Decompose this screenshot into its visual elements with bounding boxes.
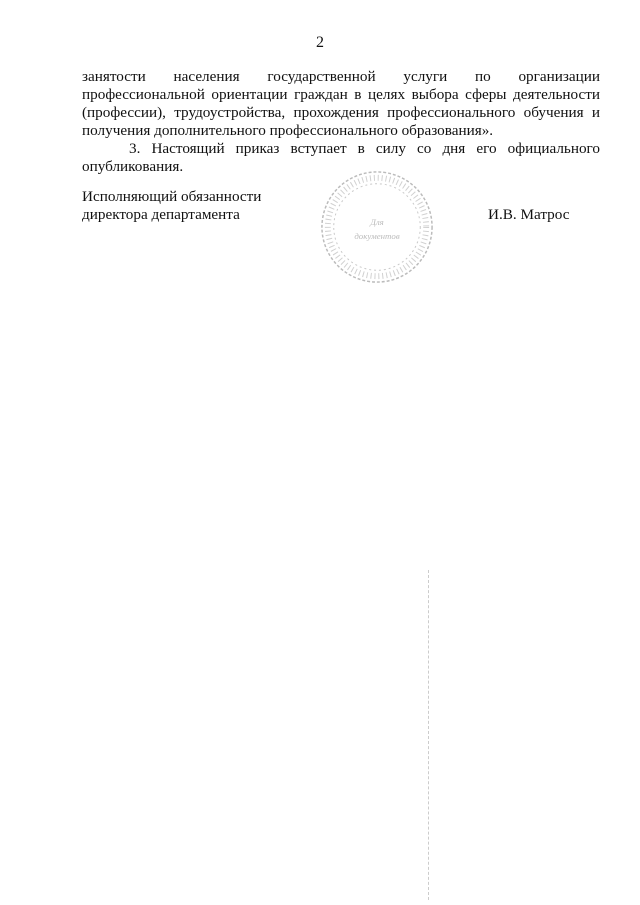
page-number: 2 bbox=[316, 34, 324, 51]
document-body bbox=[82, 68, 600, 176]
signatory-position bbox=[82, 188, 261, 224]
paragraph-line: профессиональной ориентации граждан в целях выбора сферы деятельности bbox=[82, 86, 600, 103]
svg-text:документов: документов bbox=[354, 230, 400, 241]
svg-text:Для: Для bbox=[370, 217, 384, 228]
paragraph-line: (профессии), трудоустройства, прохождения профессионального обучения и bbox=[82, 104, 600, 121]
signatory-name: И.В. Матрос bbox=[488, 206, 570, 223]
paragraph-line: получения дополнительного профессионального образования». bbox=[82, 122, 494, 139]
scan-artifact-line bbox=[428, 570, 430, 900]
paragraph-line: 3. Настоящий приказ вступает в силу со дня его официального bbox=[129, 140, 600, 157]
position-line: Исполняющий обязанности bbox=[82, 188, 262, 205]
paragraph-line: занятости населения государственной услуги по организации bbox=[82, 68, 600, 85]
paragraph-line: опубликования. bbox=[82, 158, 184, 175]
position-line: директора департамента bbox=[82, 206, 240, 223]
official-stamp bbox=[318, 168, 436, 286]
